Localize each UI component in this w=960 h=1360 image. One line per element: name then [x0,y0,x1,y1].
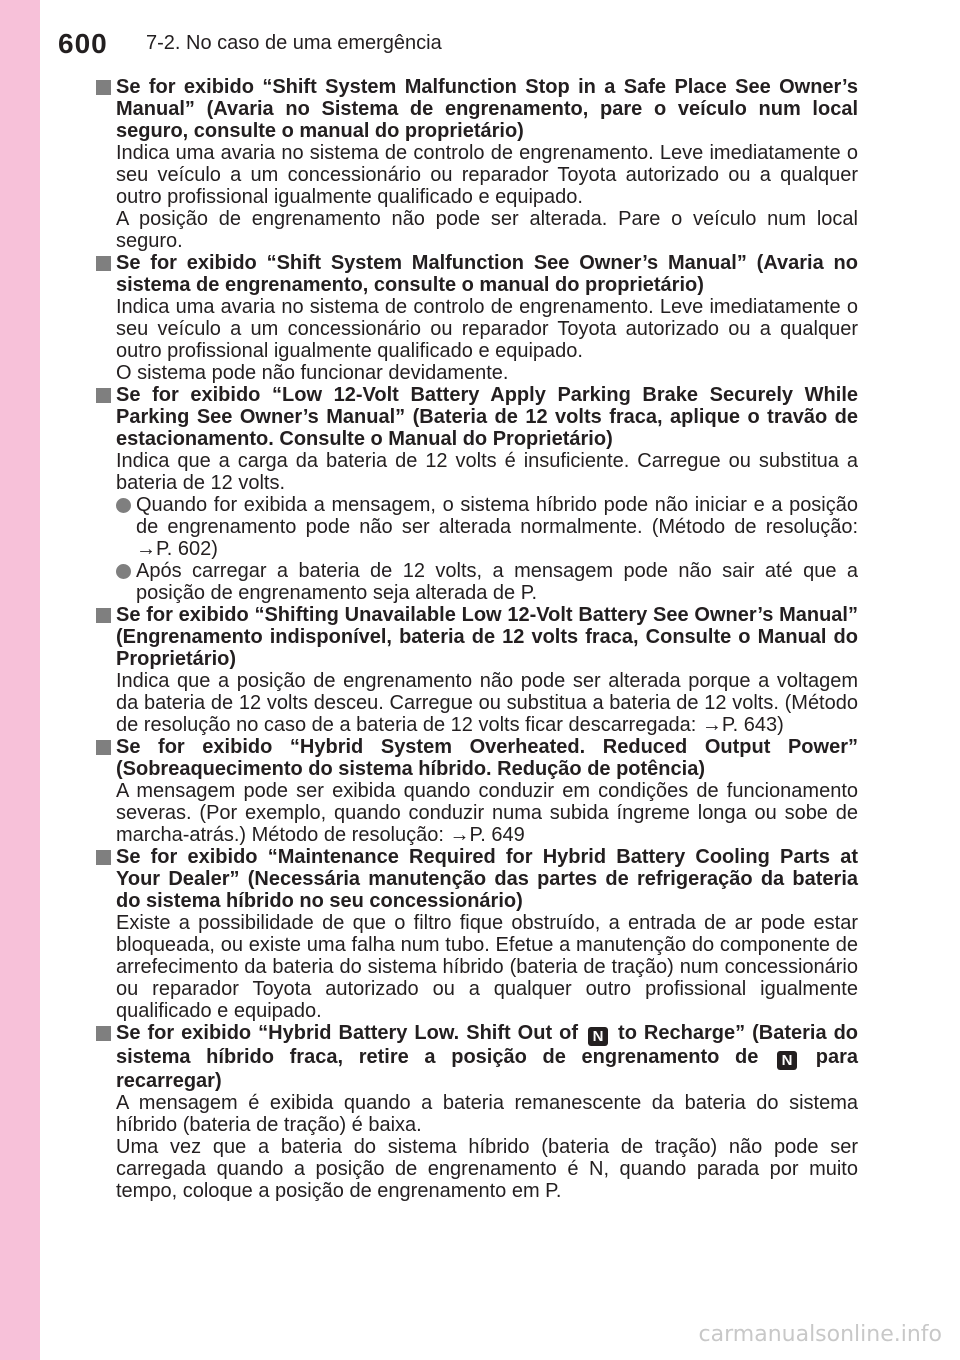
section-title: Se for exibido “Shift System Malfunction Stop in a Safe Place See Owner’s Manual” (Avaria no Sistema de engrenamento, pare o veículo num local seguro, consulte o manual do proprietário) [116,76,858,142]
note-bullet [116,560,858,604]
square-bullet-icon [96,740,111,755]
section-item [88,76,858,252]
section-item-hybrid-battery-low [88,1022,858,1202]
chapter-title: 7-2. No caso de uma emergência [146,32,442,54]
square-bullet-icon [96,1026,111,1041]
note-bullet [116,494,858,560]
square-bullet-icon [96,608,111,623]
section-item [88,252,858,384]
gear-n-icon: N [588,1027,608,1046]
section-item [88,846,858,1022]
circle-bullet-icon [116,498,131,513]
note-text: Após carregar a bateria de 12 volts, a mensagem pode não sair até que a posição de engrenamento seja alterada de P. [136,560,858,604]
section-description: Indica que a carga da bateria de 12 volts é insuficiente. Carregue ou substitua a bateria de 12 volts. [116,450,858,494]
section-item [88,736,858,846]
note-text: Quando for exibida a mensagem, o sistema híbrido pode não iniciar e a posição de engrenamento pode não ser alterada normalmente. (Método de resolução: →P. 602) [136,494,858,560]
page-number: 600 [58,28,108,59]
square-bullet-icon [96,256,111,271]
square-bullet-icon [96,850,111,865]
page-margin-bar [0,0,40,1360]
section-description: Indica uma avaria no sistema de controlo de engrenamento. Leve imediatamente o seu veículo a um concessionário ou reparador Toyota autorizado ou a qualquer outro profissional igualmente qualificado e equipado. [116,296,858,362]
square-bullet-icon [96,388,111,403]
section-description: Indica que a posição de engrenamento não pode ser alterada porque a voltagem da bateria de 12 volts desceu. Carregue ou substitua a bateria de 12 volts. (Método de resolução no caso de a bateria de 12 volts ficar descarregada: →P. 643) [116,670,858,736]
watermark: carmanualsonline.info [698,1322,942,1347]
section-list [88,76,858,1022]
section-title: Se for exibido “Shifting Unavailable Low 12-Volt Battery See Owner’s Manual” (Engrenamento indisponível, bateria de 12 volts fraca, Consulte o Manual do Proprietário) [116,604,858,670]
circle-bullet-icon [116,564,131,579]
section-title: Se for exibido “Hybrid System Overheated. Reduced Output Power” (Sobreaquecimento do sistema híbrido. Redução de potência) [116,736,858,780]
section-item [88,604,858,736]
section-item [88,384,858,604]
section-title: Se for exibido “Hybrid Battery Low. Shift Out of N to Recharge” (Bateria do sistema híbrido fraca, retire a posição de engrenamento de N para recarregar) [116,1022,859,1092]
gear-n-icon: N [777,1051,797,1070]
section-description: A mensagem é exibida quando a bateria remanescente da bateria do sistema híbrido (bateria de tração) é baixa. [116,1092,858,1136]
section-description: A posição de engrenamento não pode ser alterada. Pare o veículo num local seguro. [116,208,858,252]
square-bullet-icon [96,80,111,95]
section-description: Indica uma avaria no sistema de controlo de engrenamento. Leve imediatamente o seu veículo a um concessionário ou reparador Toyota autorizado ou a qualquer outro profissional igualmente qualificado e equipado. [116,142,858,208]
section-title: Se for exibido “Shift System Malfunction See Owner’s Manual” (Avaria no sistema de engrenamento, consulte o manual do proprietário) [116,252,858,296]
page-content [88,76,858,1202]
section-description: A mensagem pode ser exibida quando conduzir em condições de funcionamento severas. (Por exemplo, quando conduzir numa subida íngreme longa ou sobe de marcha-atrás.) Método de resolução: →P. 649 [116,780,858,846]
section-description: Existe a possibilidade de que o filtro fique obstruído, a entrada de ar pode estar bloqueada, ou existe uma falha num tubo. Efetue a manutenção do componente de arrefecimento da bateria do sistema híbrido (bateria de tração) num concessionário ou reparador Toyota autorizado ou a qualquer outro profissional igualmente qualificado e equipado. [116,912,858,1022]
section-title: Se for exibido “Low 12-Volt Battery Apply Parking Brake Securely While Parking See Owner’s Manual” (Bateria de 12 volts fraca, aplique o travão de estacionamento. Consulte o Manual do Proprietário) [116,384,858,450]
section-title: Se for exibido “Maintenance Required for Hybrid Battery Cooling Parts at Your Dealer” (Necessária manutenção das partes de refrigeração da bateria do sistema híbrido no seu concessionário) [116,846,858,912]
section-description: O sistema pode não funcionar devidamente. [116,362,509,384]
section-description: Uma vez que a bateria do sistema híbrido (bateria de tração) não pode ser carregada quando a posição de engrenamento é N, quando parada por muito tempo, coloque a posição de engrenamento em P. [116,1136,858,1202]
